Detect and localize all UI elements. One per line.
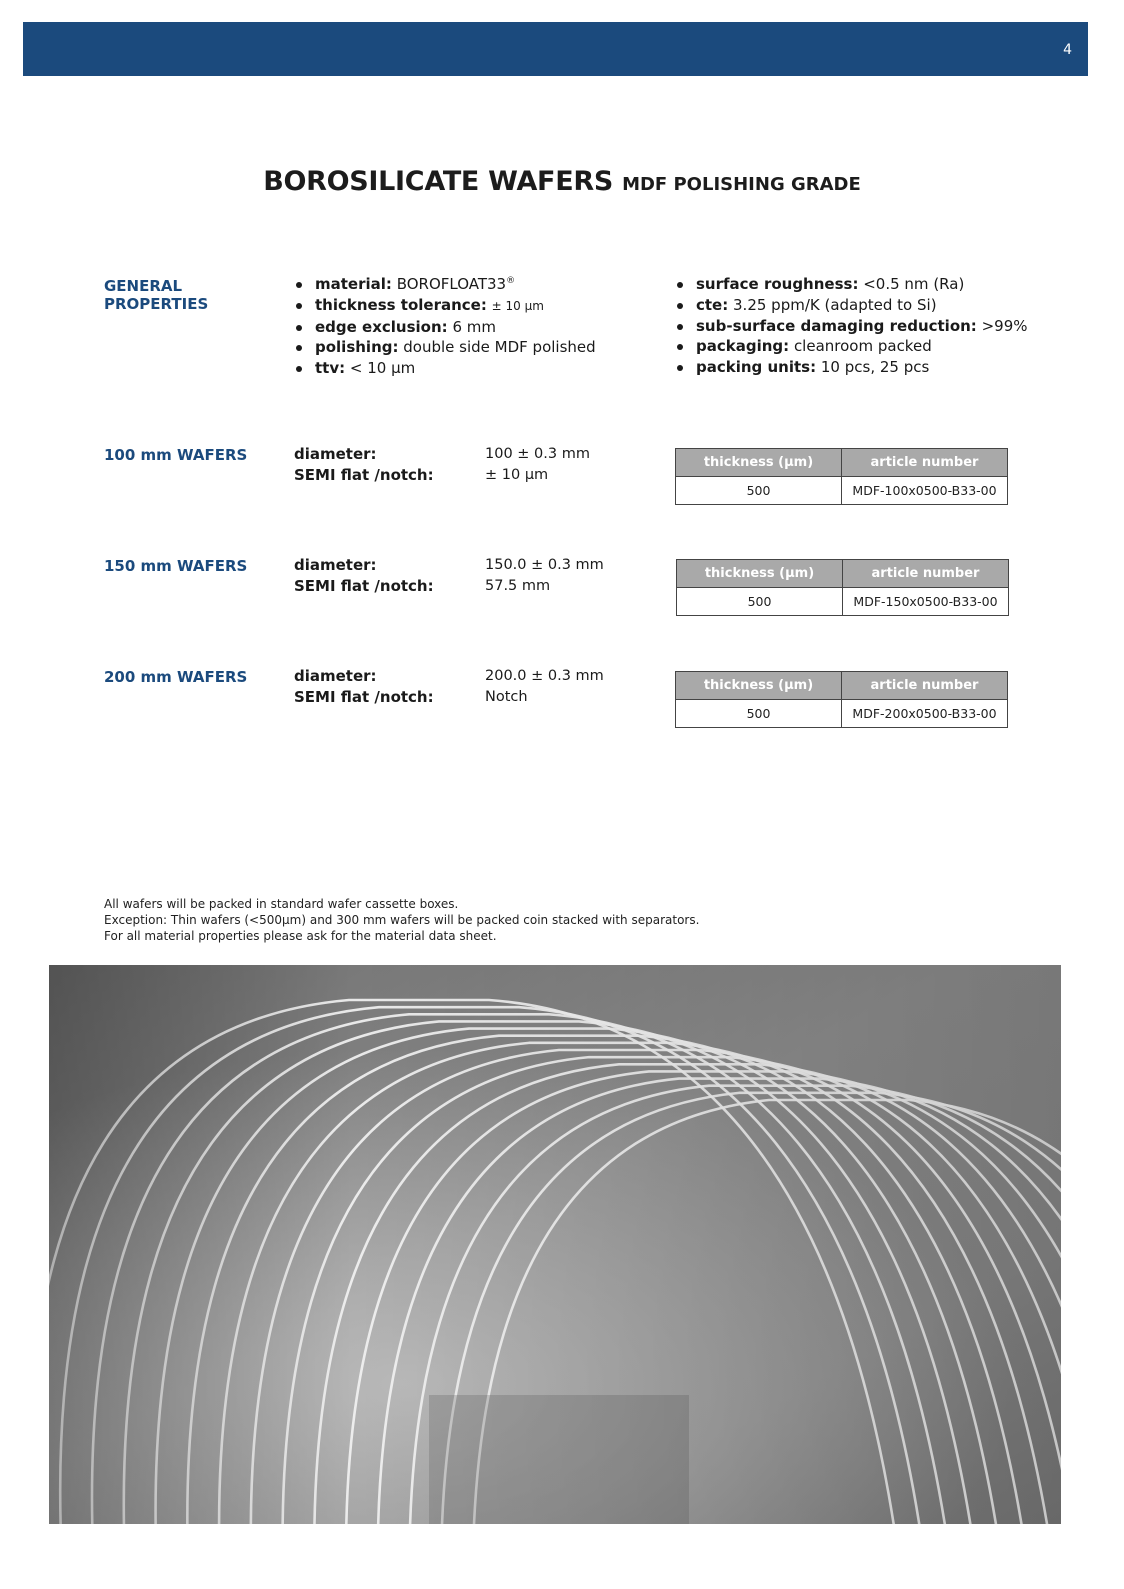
general-properties-right (675, 274, 1028, 378)
wafer-200-table (675, 671, 1008, 728)
diameter-key: diameter: (294, 445, 377, 463)
property-item (675, 357, 1028, 378)
col-thickness-header: thickness (µm) (676, 672, 842, 700)
property-key: thickness tolerance: (315, 295, 487, 314)
article-cell: MDF-100x0500-B33-00 (842, 477, 1008, 505)
property-value: 6 mm (452, 317, 496, 336)
property-item (675, 336, 1028, 357)
table-header-row (676, 449, 1008, 477)
thickness-cell: 500 (677, 588, 843, 616)
page-number: 4 (1063, 42, 1072, 58)
note-line: For all material properties please ask for the material data sheet. (104, 929, 497, 943)
property-item (294, 274, 596, 295)
property-key: packing units: (696, 358, 817, 377)
flat-key: SEMI flat /notch: (294, 466, 434, 484)
flat-value: ± 10 µm (485, 467, 549, 483)
wafer-150-values (485, 555, 604, 597)
diameter-key: diameter: (294, 556, 377, 574)
page-title (0, 166, 1124, 197)
thickness-cell: 500 (676, 700, 842, 728)
thickness-cell: 500 (676, 477, 842, 505)
property-value: 3.25 ppm/K (adapted to Si) (733, 295, 937, 314)
table-header-row (677, 560, 1009, 588)
diameter-label (294, 666, 434, 708)
diameter-value: 100 ± 0.3 mm (485, 446, 590, 462)
wafer-100-table (675, 448, 1008, 505)
property-key: sub-surface damaging reduction: (696, 316, 977, 335)
flat-key: SEMI flat /notch: (294, 577, 434, 595)
flat-value: 57.5 mm (485, 578, 551, 594)
col-article-header: article number (842, 449, 1008, 477)
wafer-200-label: 200 mm WAFERS (104, 668, 248, 686)
property-value: ± 10 µm (491, 298, 544, 313)
property-value: double side MDF polished (403, 338, 596, 357)
diameter-label (294, 555, 434, 597)
property-value: cleanroom packed (793, 337, 932, 356)
property-value: <0.5 nm (Ra) (863, 275, 965, 293)
property-key: polishing: (315, 338, 399, 357)
title-main: BOROSILICATE WAFERS (263, 166, 613, 197)
property-value: BOROFLOAT33 (396, 275, 507, 293)
table-header-row (676, 672, 1008, 700)
diameter-value: 150.0 ± 0.3 mm (485, 557, 604, 573)
flat-value: Notch (485, 689, 528, 705)
property-item (294, 317, 596, 338)
diameter-key: diameter: (294, 667, 377, 685)
property-item (675, 274, 1028, 295)
note-line: All wafers will be packed in standard wafer cassette boxes. (104, 897, 459, 911)
label-line: GENERAL (104, 277, 183, 295)
property-key: material: (315, 275, 392, 293)
wafer-100-values (485, 444, 590, 486)
property-item (294, 337, 596, 358)
wafer-stack-photo (49, 965, 1061, 1524)
registered-mark: ® (506, 276, 516, 286)
property-item (675, 295, 1028, 316)
diameter-label (294, 444, 434, 486)
note-line: Exception: Thin wafers (<500µm) and 300 mm wafers will be packed coin stacked with separators. (104, 913, 700, 927)
property-item (294, 358, 596, 379)
wafer-150-label: 150 mm WAFERS (104, 557, 248, 575)
property-key: ttv: (315, 359, 346, 378)
property-value: 10 pcs, 25 pcs (820, 358, 930, 377)
table-row (677, 588, 1009, 616)
property-key: edge exclusion: (315, 317, 448, 336)
col-thickness-header: thickness (µm) (676, 449, 842, 477)
packing-notes (104, 896, 699, 944)
table-row (676, 477, 1008, 505)
property-value: >99% (981, 316, 1028, 335)
general-properties-label (104, 277, 208, 313)
flat-key: SEMI flat /notch: (294, 688, 434, 706)
property-value: < 10 µm (349, 359, 416, 378)
header-bar (23, 22, 1088, 76)
article-cell: MDF-200x0500-B33-00 (842, 700, 1008, 728)
article-cell: MDF-150x0500-B33-00 (843, 588, 1009, 616)
col-article-header: article number (843, 560, 1009, 588)
table-row (676, 700, 1008, 728)
property-item (294, 295, 596, 317)
property-key: packaging: (696, 337, 790, 356)
general-properties-left (294, 274, 596, 379)
title-sub: MDF POLISHING GRADE (622, 174, 861, 195)
diameter-value: 200.0 ± 0.3 mm (485, 668, 604, 684)
property-key: cte: (696, 295, 729, 314)
wafer-150-table (676, 559, 1009, 616)
wafer-100-label: 100 mm WAFERS (104, 446, 248, 464)
col-thickness-header: thickness (µm) (677, 560, 843, 588)
property-key: surface roughness: (696, 275, 859, 293)
col-article-header: article number (842, 672, 1008, 700)
wafer-stack-illustration (49, 965, 1061, 1524)
property-item (675, 316, 1028, 337)
photo-shading (49, 965, 1061, 1524)
wafer-200-values (485, 666, 604, 708)
label-line: PROPERTIES (104, 295, 209, 313)
